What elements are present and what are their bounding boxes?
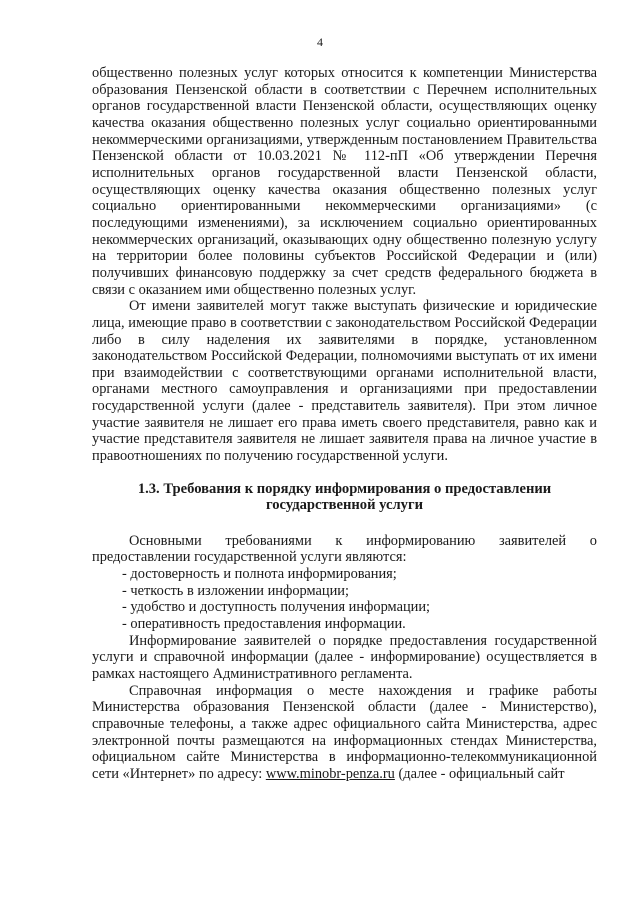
section-heading-line-2: государственной услуги bbox=[265, 497, 424, 514]
reference-text-start: Справочная информация о месте нахождения и графике работы Министерства образования Пензенской области (далее - Министерство), справочные телефоны, а также адрес официального сайта Министерства, адрес электронной почты размещаются на информационных стендах Министерства, официальном сайте Министерства в информационно-телекоммуникационной сети «Интернет» по адресу: bbox=[92, 682, 597, 782]
list-item: - достоверность и полнота информирования; bbox=[122, 566, 397, 583]
paragraph-reference-info bbox=[92, 683, 597, 783]
section-heading bbox=[92, 481, 597, 514]
paragraph-requirements-intro: Основными требованиями к информированию заявителей о предоставлении государственной услуги являются: bbox=[92, 532, 597, 566]
list-item: - оперативность предоставления информации. bbox=[122, 616, 406, 633]
paragraph-informing: Информирование заявителей о порядке предоставления государственной услуги и справочной информации (далее - информирование) осуществляется в рамках настоящего Административного регламента. bbox=[92, 632, 597, 682]
official-site-link[interactable]: www.minobr-penza.ru bbox=[265, 765, 395, 782]
page-number: 4 bbox=[317, 35, 323, 49]
list-item: - четкость в изложении информации; bbox=[122, 582, 349, 599]
document-body bbox=[92, 65, 597, 783]
paragraph-eligible-organizations: общественно полезных услуг которых относится к компетенции Министерства образования Пензенской области в соответствии с Перечнем исполнительных органов государственной власти Пензенской области, осуществляющих оценку качества оказания общественно полезных услуг социально ориентированными некоммерческими организациями, утвержденным постановлением Правительства Пензенской области от 10.03.2021 № 112-пП «Об утверждении Перечня исполнительных органов государственной власти Пензенской области, осуществляющих оценку качества оказания общественно полезных услуг социально ориентированными некоммерческими организациями» (с последующими изменениями), за исключением социально ориентированных некоммерческих организаций, оказывающих одну общественно полезную услугу на территории более половины субъектов Российской Федерации и (или) получивших финансовую поддержку за счет средств федерального бюджета в связи с оказанием ими общественно полезных услуг. bbox=[92, 65, 597, 298]
paragraph-applicant-representatives: От имени заявителей могут также выступать физические и юридические лица, имеющие право в соответствии с законодательством Российской Федерации либо в силу наделения их заявителями в порядке, установленном законодательством Российской Федерации, полномочиями выступать от их имени при взаимодействии с соответствующими органами исполнительной власти, органами местного самоуправления и организациями при предоставлении государственной услуги (далее - представитель заявителя). При этом личное участие заявителя не лишает его права иметь своего представителя, равно как и участие представителя заявителя не лишает заявителя права на личное участие в правоотношениях по получению государственной услуги. bbox=[92, 298, 597, 465]
reference-text-end: (далее - официальный сайт bbox=[394, 765, 565, 782]
section-heading-line-1: 1.3. Требования к порядку информирования о предоставлении bbox=[137, 480, 552, 497]
list-item: - удобство и доступность получения информации; bbox=[122, 599, 431, 616]
